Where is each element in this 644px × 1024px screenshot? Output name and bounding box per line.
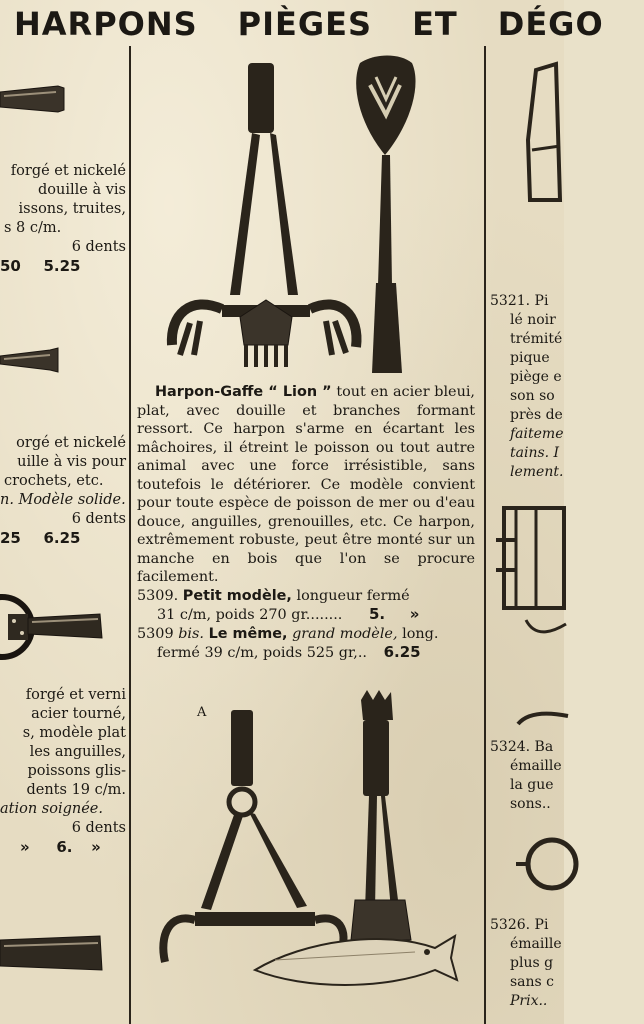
right-block-line: près de	[510, 407, 563, 423]
ring-illustration	[516, 830, 566, 900]
price: 6.25	[43, 529, 81, 547]
right-block-line: lement.	[510, 464, 564, 480]
item-5309-bis	[137, 625, 475, 644]
left-block-1-line: douille à vis	[38, 182, 126, 198]
left-block-2-line: 6 dents	[71, 511, 126, 527]
main-column	[137, 383, 475, 663]
header-word-harpons: HARPONS	[14, 5, 198, 43]
harpon-gaffe-lion-illustration	[160, 55, 460, 375]
right-column	[490, 0, 564, 1024]
item-name: Le même,	[208, 625, 288, 642]
right-block-line: Prix..	[510, 993, 548, 1009]
right-block-line: tains. I	[510, 445, 560, 461]
price: 5.25	[43, 257, 81, 275]
harpon-handle-illustration-4	[0, 930, 110, 976]
left-block-3-line: ation soignée.	[0, 801, 103, 817]
header-word-et: ET	[412, 5, 458, 43]
figure-label-a: A	[197, 705, 207, 720]
right-block-line: faiteme	[510, 426, 564, 442]
price: »	[409, 605, 420, 623]
price: »	[20, 838, 30, 856]
price: 50	[0, 257, 21, 275]
right-block-line: 5321. Pi	[490, 293, 549, 309]
right-block-line: la gue	[510, 777, 554, 793]
left-block-1-line: issons, truites,	[18, 201, 126, 217]
right-block-line: son so	[510, 388, 555, 404]
left-block-3-line: les anguilles,	[29, 744, 126, 760]
product-description-text: acier bleui, plat, avec douille et branches formant ressort. Ce harpon s'arme en écartant les mâchoires, il étreint le poisson ou tout autre animal avec une force irrésistible, sans toutefois le détériorer. Ce modèle convient pour toute espèce de poisson de mer ou d'eau douce, anguilles, grenouilles, etc. Ce harpon, extrêmement robuste, peut être monté sur un manche en bois que l'on se procure facilement.	[137, 384, 476, 585]
right-block-line: sons..	[510, 796, 551, 812]
left-block-3-prices	[0, 838, 126, 860]
right-block-line: plus g	[510, 955, 554, 971]
column-divider-left	[129, 46, 131, 1024]
item-detail: 31 c/m, poids 270 gr........	[157, 607, 343, 623]
harpon-with-fish-illustration	[155, 690, 475, 1020]
item-5309	[137, 587, 475, 606]
left-block-3-line: poissons glis-	[27, 763, 126, 779]
product-title: Harpon-Gaffe “ Lion ”	[155, 384, 332, 400]
price: »	[91, 838, 101, 856]
left-block-1-line: s 8 c/m.	[4, 220, 62, 236]
item-ref: 5309.	[137, 587, 179, 604]
price: 6.25	[383, 643, 421, 661]
left-block-1-prices	[0, 257, 126, 279]
bait-illustration	[518, 706, 568, 730]
left-column	[0, 0, 126, 1024]
left-block-2	[0, 434, 126, 551]
right-block-line: 5324. Ba	[490, 739, 554, 755]
right-block-line: sans c	[510, 974, 555, 990]
product-description	[137, 383, 475, 587]
left-block-3-line: acier tourné,	[31, 706, 126, 722]
item-italic: grand modèle,	[292, 625, 398, 642]
right-block-line: 5326. Pi	[490, 917, 549, 933]
harpon-handle-illustration-2	[0, 342, 70, 378]
item-bis: bis.	[178, 625, 204, 642]
product-title-rest: tout en	[336, 384, 389, 400]
column-divider-right	[484, 46, 486, 1024]
left-block-3	[0, 686, 126, 860]
right-block-5326	[490, 916, 562, 1011]
item-ref: 5309	[137, 625, 174, 642]
item-5309-detail	[137, 605, 475, 625]
left-block-2-prices	[0, 529, 126, 551]
left-block-1-line: 6 dents	[71, 239, 126, 255]
left-block-2-line: orgé et nickelé	[16, 435, 126, 451]
right-block-line: émaille	[510, 936, 562, 952]
left-block-1	[0, 162, 126, 279]
harpon-handle-illustration-3	[0, 594, 110, 664]
item-5309-bis-detail	[137, 643, 475, 663]
item-text: longueur fermé	[296, 587, 410, 604]
right-block-line: émaille	[510, 758, 562, 774]
right-block-5321	[490, 292, 563, 482]
left-block-3-line: dents 19 c/m.	[26, 782, 126, 798]
trap-illustration-2	[496, 500, 566, 640]
left-block-2-line: n. Modèle solide.	[0, 492, 126, 508]
right-block-line: lé noir	[510, 312, 556, 328]
trap-illustration-1	[526, 60, 566, 210]
header-word-dego: DÉGO	[497, 5, 604, 43]
left-block-3-line: s, modèle plat	[22, 725, 126, 741]
right-block-5324	[490, 738, 562, 814]
right-block-line: trémité	[510, 331, 563, 347]
harpon-handle-illustration-1	[0, 80, 70, 120]
left-block-1-line: forgé et nickelé	[10, 163, 126, 179]
right-block-line: pique	[510, 350, 550, 366]
left-block-2-line: uille à vis pour	[17, 454, 126, 470]
left-block-3-line: 6 dents	[71, 820, 126, 836]
item-name: Petit modèle,	[182, 587, 292, 604]
price: 6.	[56, 838, 73, 856]
left-block-3-line: forgé et verni	[25, 687, 126, 703]
left-block-2-line: crochets, etc.	[4, 473, 104, 489]
right-block-line: piège e	[510, 369, 562, 385]
price: 25	[0, 529, 21, 547]
price: 5.	[368, 605, 386, 623]
item-detail: fermé 39 c/m, poids 525 gr,..	[157, 645, 367, 661]
item-text: long.	[402, 625, 439, 642]
header-word-pieges: PIÈGES	[237, 5, 373, 43]
